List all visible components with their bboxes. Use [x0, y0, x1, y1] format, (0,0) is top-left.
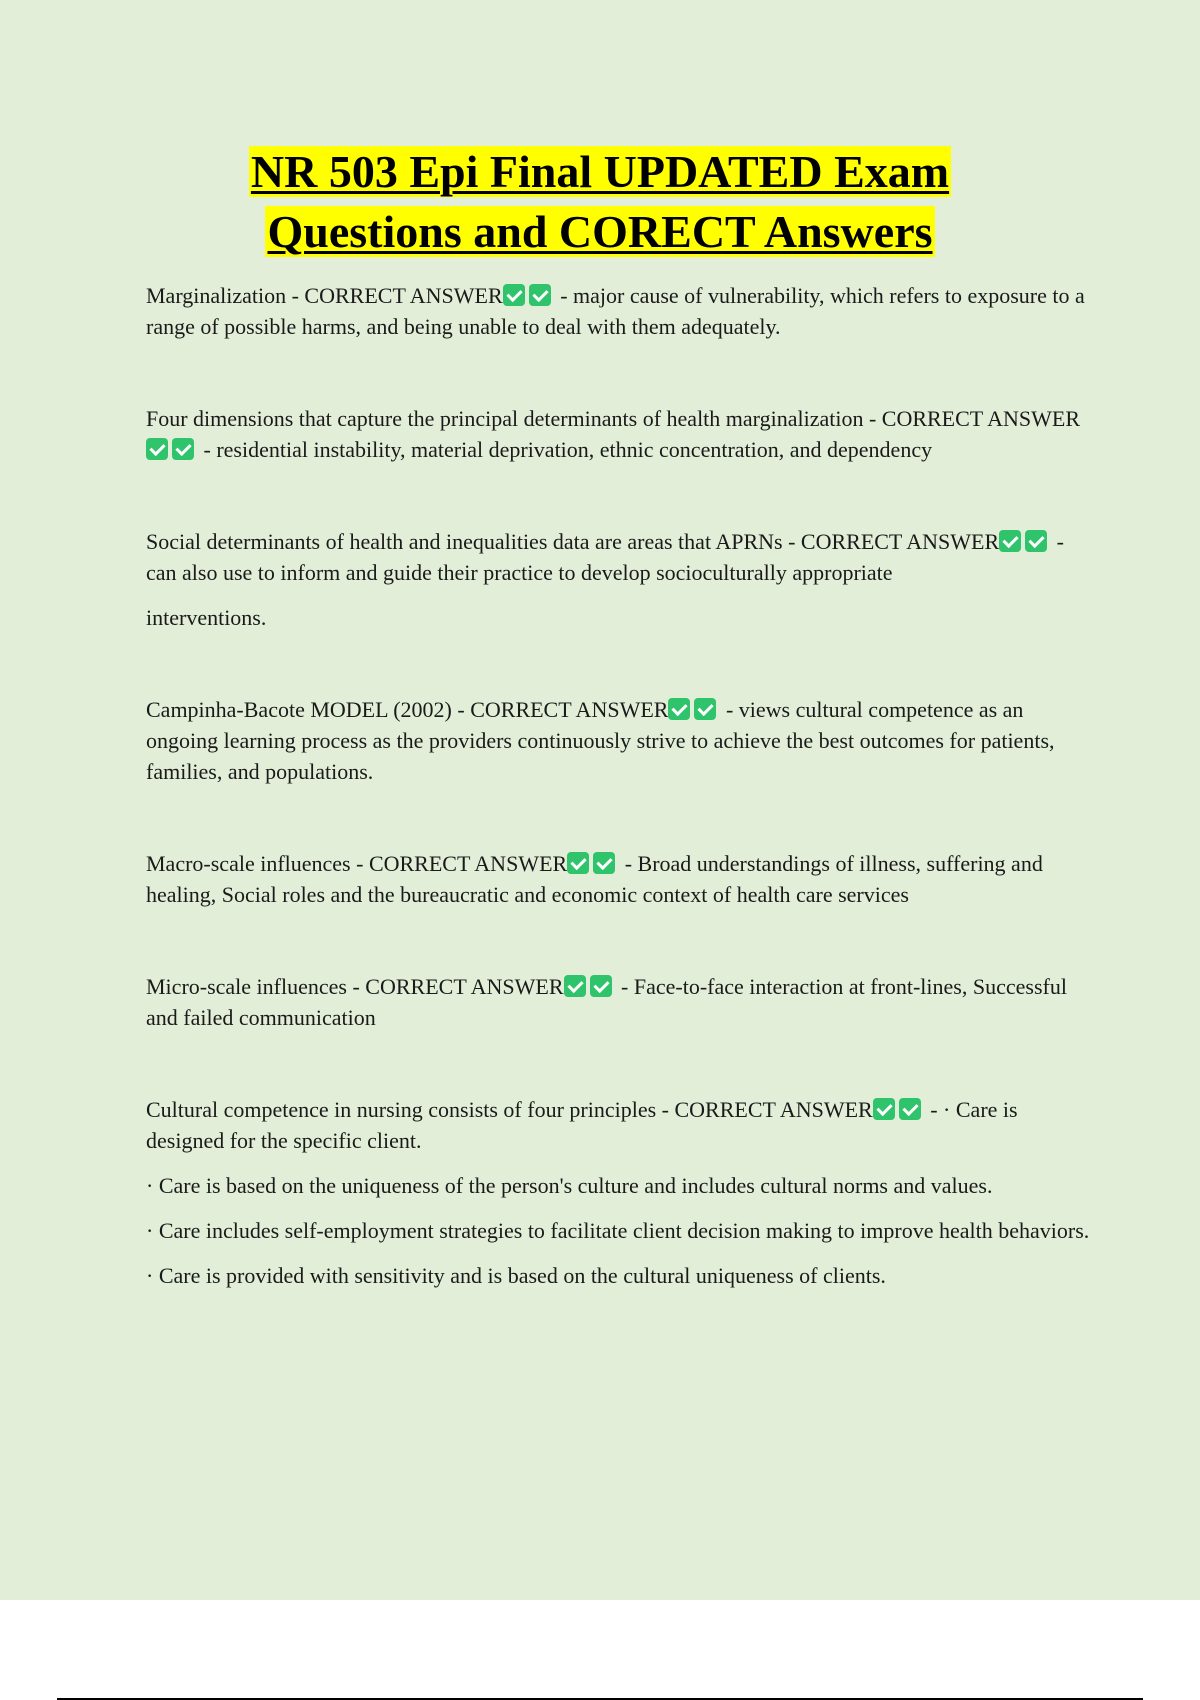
check-box-icon [503, 284, 525, 306]
question-text: Social determinants of health and inequalities data are areas that APRNs - CORRECT ANSWER [146, 529, 1000, 554]
answer-text: - Face-to-face interaction at front-lines, Successful and failed communication [146, 974, 1067, 1030]
check-box-icon [899, 1098, 921, 1120]
qa-entry [146, 280, 1096, 342]
answer-text: - residential instability, material deprivation, ethnic concentration, and dependency [198, 437, 933, 462]
answer-bullet: · Care is based on the uniqueness of the person's culture and includes cultural norms and values. [146, 1173, 993, 1198]
answer-text: - views cultural competence as an ongoing learning process as the providers continuously strive to achieve the best outcomes for patients, families, and populations. [146, 697, 1055, 784]
answer-text: - can also use to inform and guide their practice to develop socioculturally appropriate [146, 529, 1064, 585]
qa-entry [146, 971, 1096, 1033]
answer-text: - · Care is designed for the specific client. [146, 1097, 1018, 1153]
title-line-2: Questions and CORECT Answers [267, 206, 933, 257]
document-title [0, 142, 1200, 262]
qa-paragraph [146, 1094, 1096, 1156]
question-text: Marginalization - CORRECT ANSWER [146, 283, 503, 308]
qa-entry [146, 1094, 1096, 1291]
qa-entry [146, 694, 1096, 787]
answer-text: - major cause of vulnerability, which refers to exposure to a range of possible harms, and being unable to deal with them adequately. [146, 283, 1085, 339]
check-box-icon [1025, 530, 1047, 552]
check-box-icon [564, 975, 586, 997]
qa-entry [146, 526, 1096, 633]
qa-entry [146, 848, 1096, 910]
check-box-icon [694, 698, 716, 720]
answer-bullet: · Care is provided with sensitivity and is based on the cultural uniqueness of clients. [146, 1263, 886, 1288]
qa-entry [146, 403, 1096, 465]
qa-paragraph [146, 280, 1096, 342]
answer-continuation: interventions. [146, 605, 267, 630]
check-box-icon [999, 530, 1021, 552]
answer-bullet: · Care includes self-employment strategies to facilitate client decision making to improve health behaviors. [146, 1218, 1090, 1243]
check-box-icon [567, 852, 589, 874]
question-text: Macro-scale influences - CORRECT ANSWER [146, 851, 568, 876]
check-box-icon [873, 1098, 895, 1120]
qa-paragraph [146, 694, 1096, 787]
qa-list [146, 280, 1096, 1291]
check-box-icon [529, 284, 551, 306]
question-text: Micro-scale influences - CORRECT ANSWER [146, 974, 564, 999]
check-box-icon [146, 438, 168, 460]
check-box-icon [590, 975, 612, 997]
question-text: Four dimensions that capture the principal determinants of health marginalization - CORRECT ANSWER [146, 406, 1081, 431]
check-box-icon [668, 698, 690, 720]
qa-paragraph [146, 848, 1096, 910]
qa-paragraph [146, 526, 1096, 588]
question-text: Campinha-Bacote MODEL (2002) - CORRECT ANSWER [146, 697, 669, 722]
question-text: Cultural competence in nursing consists of four principles - CORRECT ANSWER [146, 1097, 873, 1122]
check-box-icon [172, 438, 194, 460]
qa-paragraph [146, 971, 1096, 1033]
qa-paragraph [146, 403, 1096, 465]
title-line-1: NR 503 Epi Final UPDATED Exam [250, 146, 950, 197]
answer-text: - Broad understandings of illness, suffering and healing, Social roles and the bureaucratic and economic context of health care services [146, 851, 1043, 907]
check-box-icon [593, 852, 615, 874]
